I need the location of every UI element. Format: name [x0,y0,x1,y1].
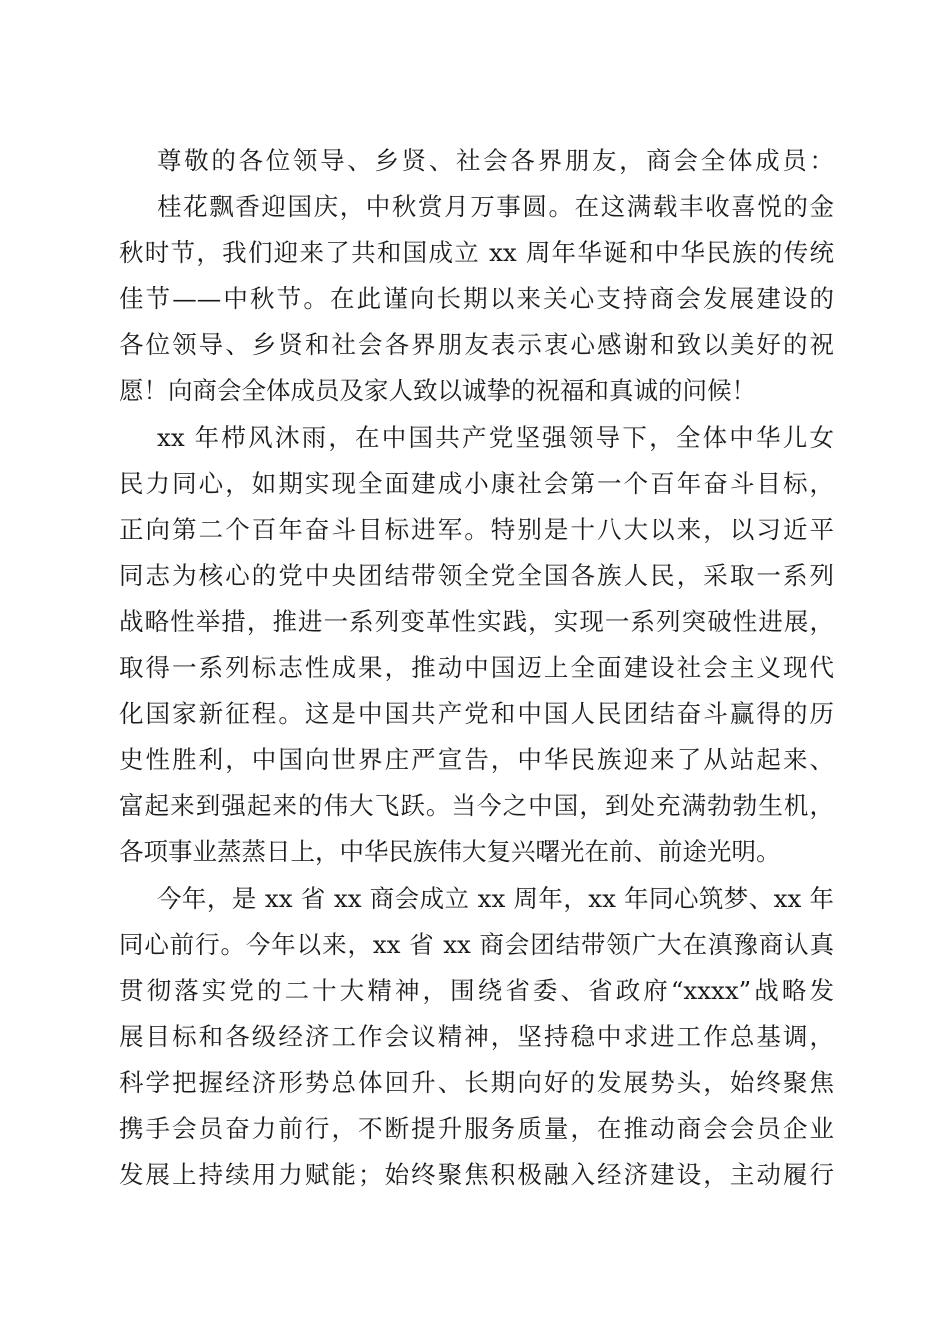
salutation-line: 尊敬的各位领导、乡贤、社会各界朋友，商会全体成员： [157,146,834,175]
paragraph-3-line-5: 科学把握经济形势总体回升、长期向好的发展势头，始终聚焦 [119,1067,834,1097]
paragraph-1-line-2: 秋时节，我们迎来了共和国成立 xx 周年华诞和中华民族的传统 [119,238,834,268]
letter-body [119,138,834,1198]
paragraph-2-line-6: 取得一系列标志性成果，推动中国迈上全面建设社会主义现代 [119,653,834,683]
paragraph-2-line-8: 史性胜利，中国向世界庄严宣告，中华民族迎来了从站起来、 [119,745,834,775]
paragraph-1-line-1: 桂花飘香迎国庆，中秋赏月万事圆。在这满载丰收喜悦的金 [157,192,834,222]
paragraph-1-line-5: 愿！向商会全体成员及家人致以诚挚的祝福和真诚的问候！ [119,376,756,406]
paragraph-1-line-3: 佳节——中秋节。在此谨向长期以来关心支持商会发展建设的 [119,284,834,314]
paragraph-2-line-4: 同志为核心的党中央团结带领全党全国各族人民，采取一系列 [119,560,834,590]
paragraph-3-line-1: 今年，是 xx 省 xx 商会成立 xx 周年，xx 年同心筑梦、xx 年 [157,883,834,913]
paragraph-3-line-2: 同心前行。今年以来，xx 省 xx 商会团结带领广大在滇豫商认真 [119,929,834,959]
paragraph-2-line-9: 富起来到强起来的伟大飞跃。当今之中国，到处充满勃勃生机， [119,791,834,821]
paragraph-2-line-3: 正向第二个百年奋斗目标进军。特别是十八大以来，以习近平 [119,514,834,544]
paragraph-3-line-6: 携手会员奋力前行，不断提升服务质量，在推动商会会员企业 [119,1113,834,1143]
paragraph-2-line-2: 民力同心，如期实现全面建成小康社会第一个百年奋斗目标， [119,468,834,498]
paragraph-1-line-4: 各位领导、乡贤和社会各界朋友表示衷心感谢和致以美好的祝 [119,330,834,360]
paragraph-2-line-1: xx 年栉风沐雨，在中国共产党坚强领导下，全体中华儿女 [157,422,834,452]
paragraph-2-line-7: 化国家新征程。这是中国共产党和中国人民团结奋斗赢得的历 [119,699,834,729]
paragraph-2-line-10: 各项事业蒸蒸日上，中华民族伟大复兴曙光在前、前途光明。 [119,837,781,867]
paragraph-2-line-5: 战略性举措，推进一系列变革性实践，实现一系列突破性进展， [119,606,834,636]
paragraph-3-line-4: 展目标和各级经济工作会议精神，坚持稳中求进工作总基调， [119,1021,834,1051]
paragraph-3-line-3: 贯彻落实党的二十大精神，围绕省委、省政府“xxxx”战略发 [119,975,834,1005]
paragraph-3-line-7: 发展上持续用力赋能；始终聚焦积极融入经济建设，主动履行 [119,1160,834,1190]
